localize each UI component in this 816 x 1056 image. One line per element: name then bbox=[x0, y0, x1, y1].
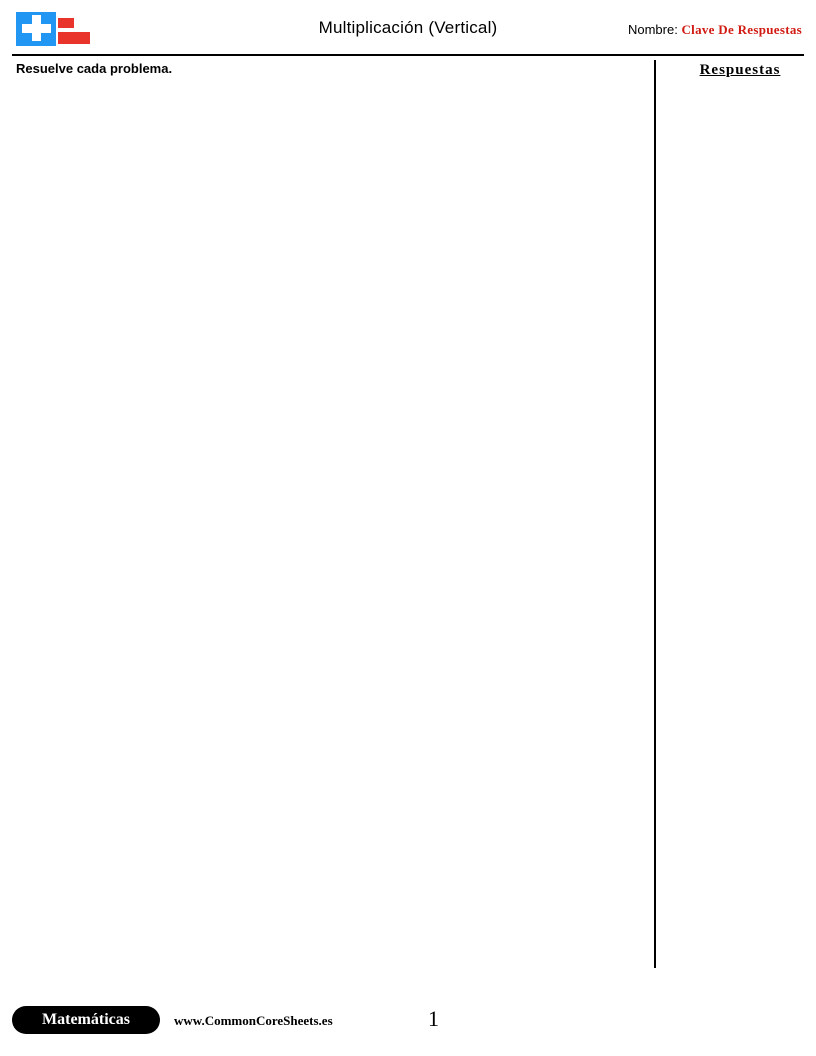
page-number: 1 bbox=[428, 1006, 439, 1031]
page-title: Multiplicación (Vertical) bbox=[318, 18, 498, 37]
website-url: www.CommonCoreSheets.es bbox=[174, 1013, 333, 1028]
brand-badge: Matemáticas bbox=[12, 1006, 160, 1034]
column-divider bbox=[654, 60, 656, 968]
answers-heading: Respuestas bbox=[699, 62, 781, 78]
name-label: Nombre: bbox=[627, 22, 678, 37]
problems-grid bbox=[12, 82, 646, 977]
name-field bbox=[628, 22, 802, 38]
page-footer bbox=[12, 1004, 804, 1048]
page-header bbox=[12, 10, 804, 56]
instruction-text: Resuelve cada problema. bbox=[16, 61, 173, 76]
name-value: Clave De Respuestas bbox=[681, 22, 802, 37]
answer-key-column bbox=[664, 62, 816, 85]
